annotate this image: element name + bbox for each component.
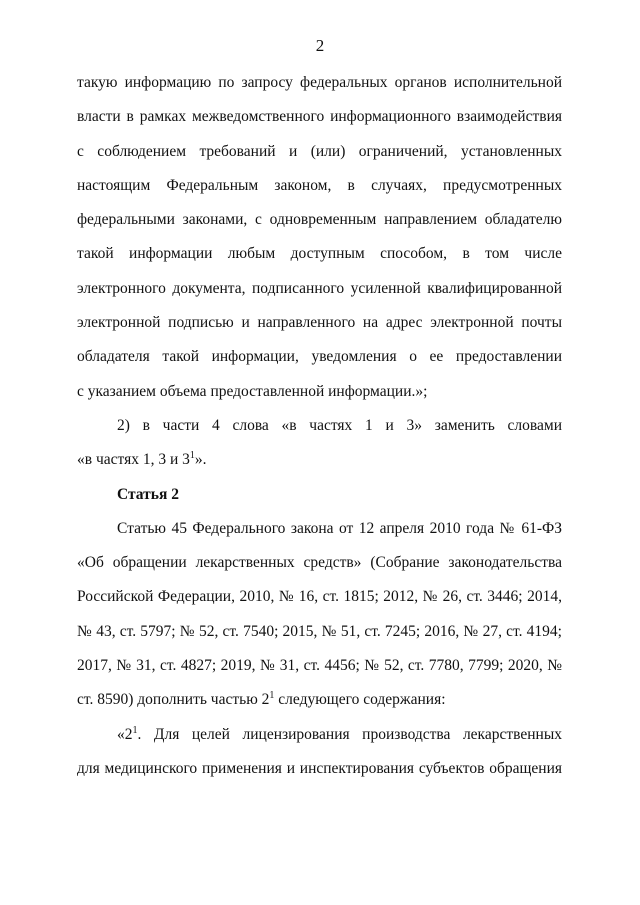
text-fragment: Российской Федерации, 2010, № 16, ст. 1815; 2012, № 26, ст. 3446; 2014, [77,588,562,606]
text-line [77,512,562,546]
text-fragment: следующего содержания: [274,691,446,709]
text-fragment: настоящим Федеральным законом, в случаях, предусмотренных [77,176,562,194]
text-line [77,580,562,614]
document-body [77,66,562,786]
text-fragment: обладателя такой информации, уведомления о ее предоставлении [77,348,562,366]
text-fragment: с соблюдением требований и (или) ограничений, установленных [77,142,562,160]
page-number: 2 [315,36,325,55]
text-fragment: ». [194,451,207,469]
text-fragment: власти в рамках межведомственного информационного взаимодействия [77,108,562,126]
text-line [77,100,562,134]
superscript: 1 [132,724,138,736]
text-fragment: № 43, ст. 5797; № 52, ст. 7540; 2015, № 51, ст. 7245; 2016, № 27, ст. 4194; [77,622,562,640]
text-line [77,306,562,340]
text-fragment: «Об обращении лекарственных средств» (Собрание законодательства [77,554,562,572]
text-line [77,649,562,683]
text-line [77,203,562,237]
text-fragment: электронного документа, подписанного усиленной квалифицированной [77,279,562,297]
text-fragment: такую информацию по запросу федеральных органов исполнительной [77,74,562,91]
text-line [77,135,562,169]
text-fragment: «2 [117,725,133,743]
text-fragment: «в частях 1, 3 и 3 [77,451,190,469]
text-fragment: Статью 45 Федерального закона от 12 апреля 2010 года № 61-ФЗ [117,519,562,537]
text-fragment: Статья 2 [117,485,179,503]
text-line [77,718,562,752]
superscript: 1 [269,690,275,702]
text-line [77,546,562,580]
text-fragment: . Для целей лицензирования производства лекарственных [137,725,562,743]
text-line [77,752,562,786]
text-line [77,443,562,477]
text-fragment: ст. 8590) дополнить частью 2 [77,691,270,709]
text-fragment: для медицинского применения и инспектирования субъектов обращения [77,759,562,777]
text-fragment: такой информации любым доступным способом, в том числе [77,245,562,263]
text-fragment: электронной подписью и направленного на адрес электронной почты [77,314,562,332]
text-fragment: 2017, № 31, ст. 4827; 2019, № 31, ст. 4456; № 52, ст. 7780, 7799; 2020, № [77,657,562,675]
text-fragment: федеральными законами, с одновременным направлением обладателю [77,211,562,229]
text-line [77,272,562,306]
text-fragment: 2) в части 4 слова «в частях 1 и 3» заменить словами [117,416,562,434]
text-line [77,66,562,100]
superscript: 1 [189,450,195,462]
text-line [77,375,562,409]
article-heading [77,478,562,512]
text-line [77,340,562,374]
text-line [77,169,562,203]
text-fragment: с указанием объема предоставленной информации.»; [77,382,428,400]
text-line [77,615,562,649]
text-line [77,409,562,443]
text-line [77,237,562,271]
text-line [77,683,562,717]
